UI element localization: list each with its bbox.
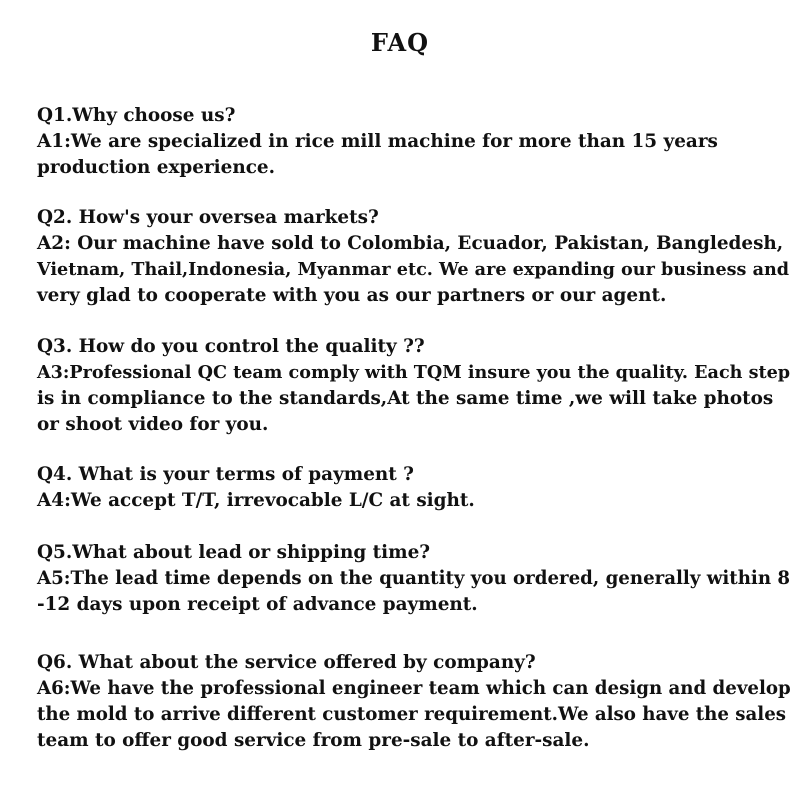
faq-answer-line: A3:Professional QC team comply with TQM insure you the quality. Each step	[37, 362, 791, 383]
faq-answer-line: team to offer good service from pre-sale to after-sale.	[37, 730, 590, 751]
faq-question: Q1.Why choose us?	[37, 105, 236, 126]
faq-answer-line: production experience.	[37, 157, 276, 178]
faq-answer-line: is in compliance to the standards,At the same time ,we will take photos	[37, 388, 774, 409]
faq-question: Q4. What is your terms of payment ?	[37, 464, 414, 485]
faq-question: Q6. What about the service offered by company?	[37, 652, 536, 673]
faq-answer-line: A1:We are specialized in rice mill machine for more than 15 years	[37, 131, 718, 152]
faq-answer-line: -12 days upon receipt of advance payment.	[37, 594, 478, 615]
faq-answer-line: A4:We accept T/T, irrevocable L/C at sight.	[37, 490, 475, 511]
page-title: FAQ	[370, 28, 430, 57]
faq-answer-line: A5:The lead time depends on the quantity you ordered, generally within 8	[37, 568, 791, 589]
faq-answer-line: the mold to arrive different customer requirement.We also have the sales	[37, 704, 787, 725]
faq-question: Q5.What about lead or shipping time?	[37, 542, 431, 563]
faq-answer-line: very glad to cooperate with you as our partners or our agent.	[37, 285, 667, 306]
faq-answer-line: A2: Our machine have sold to Colombia, Ecuador, Pakistan, Bangledesh,	[37, 233, 784, 254]
faq-answer-line: Vietnam, Thail,Indonesia, Myanmar etc. We are expanding our business and	[37, 259, 790, 280]
faq-answer-line: or shoot video for you.	[37, 414, 269, 435]
faq-question: Q3. How do you control the quality ??	[37, 336, 425, 357]
faq-question: Q2. How's your oversea markets?	[37, 207, 379, 228]
faq-answer-line: A6:We have the professional engineer team which can design and develop	[37, 678, 791, 699]
